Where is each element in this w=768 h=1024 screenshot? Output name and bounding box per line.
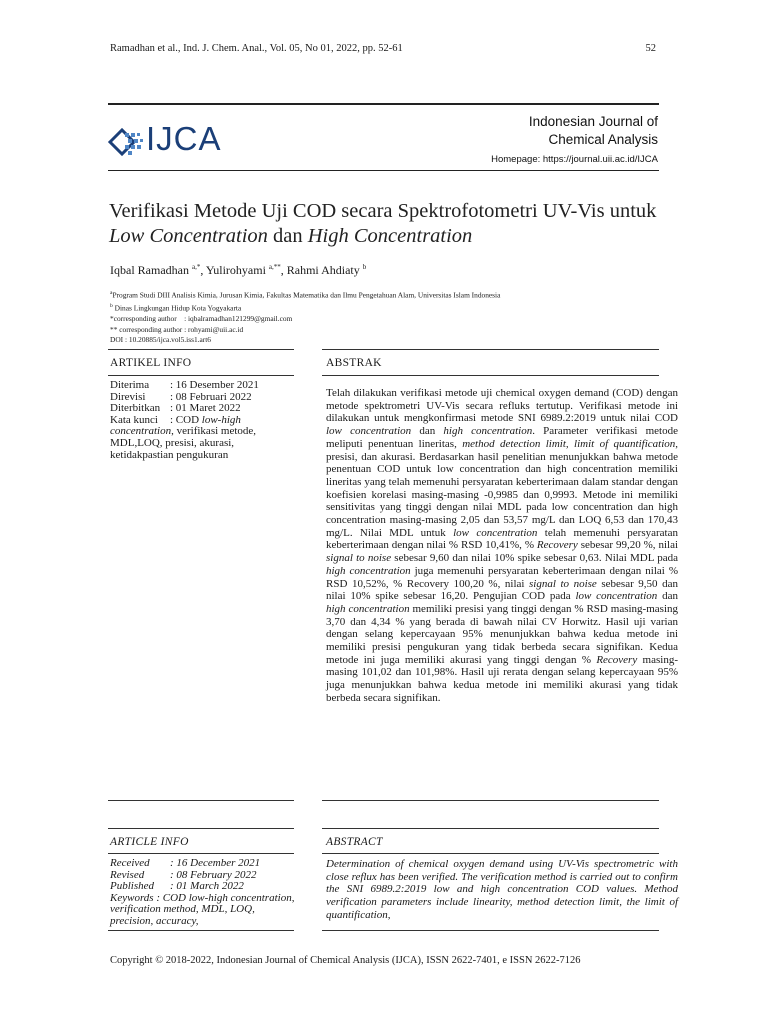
title-italic2: High Concentration	[307, 225, 473, 247]
corresponding-author: ** corresponding author : rohyami@uii.ac.id	[110, 324, 244, 334]
abstrak-segment: . Parameter verifikasi metode meliputi penentuan lineritas,	[326, 425, 678, 450]
info-row: Received : 16 December 2021	[110, 857, 261, 869]
section-rule	[322, 930, 659, 931]
journal-homepage[interactable]: Homepage: https://journal.uii.ac.id/IJCA	[491, 154, 658, 165]
journal-name-line2: Chemical Analysis	[548, 132, 658, 147]
journal-name-line1: Indonesian Journal of	[528, 114, 658, 129]
affiliation: $^a$Program Studi DIII Analisis Kimia, Jurusan Kimia, Fakultas Matematika dan Ilmu Pengetahuan Alam, Universitas Islam Indonesia	[110, 290, 501, 300]
artikel-info	[110, 380, 296, 461]
abstrak-segment: high concentration	[443, 425, 533, 438]
abstract-heading: ABSTRACT	[326, 836, 383, 848]
affiliation: $^b$ Dinas Lingkungan Hidup Kota Yogyakarta	[110, 303, 242, 313]
article-title	[109, 199, 669, 249]
section-rule	[322, 375, 659, 376]
abstrak-segment: dan	[657, 590, 678, 603]
section-rule	[108, 375, 294, 376]
abstrak-segment: Recovery	[536, 539, 578, 552]
section-rule	[108, 853, 294, 854]
journal-name	[529, 113, 658, 149]
keywords: Keywords : COD low-high concentration, verification method, MDL, LOQ, precision, accuracy,	[110, 891, 295, 927]
abstrak-segment: method detection limit, limit of quantification	[462, 437, 676, 450]
abstrak-segment: Telah dilakukan verifikasi metode uji chemical oxygen demand (COD) dengan metode spektrometri UV-Vis secara refluks tertutup. Verifikasi metode ini dilakukan untuk mengkonfirmasi metode SNI 6989.2:2019 untuk nilai COD	[326, 387, 678, 425]
header-rule	[108, 170, 659, 171]
abstrak-segment: telah memenuhi persyaratan keberterimaan dengan nilai % RSD 10,41%, %	[326, 526, 678, 552]
abstrak-segment: sebesar 9,60 dan nilai 10% spike sebesar 0,63. Nilai MDL pada	[391, 552, 678, 565]
section-rule	[108, 930, 294, 931]
author-sup: a,**	[268, 263, 281, 271]
section-rule	[108, 828, 294, 829]
abstrak-segment: low concentration	[575, 590, 658, 603]
info-row: Revised : 08 February 2022	[110, 868, 257, 881]
abstrak-segment: high concentration	[326, 564, 411, 577]
section-rule	[108, 349, 294, 350]
affiliations	[110, 288, 670, 346]
author-name: Rahmi Ahdiaty	[286, 263, 360, 277]
abstrak-segment: , presisi, dan akurasi. Berdasarkan hasil penelitian menunjukkan bahwa metode penentuan COD untuk low concentration dan high concentration memiliki lineritas yang telah memenuhi persyaratan keberterimaan dalam standar dengan koefisien korelasi masing-masing -0,9985 dan 0,9993. Metode ini memiliki sensitivitas yang tinggi dengan nilai MDL pada low concentration dan high concentration masing-masing 2,05 dan 53,57 mg/L dan LOQ 6,53 dan 170,43 mg/L. Nilai MDL untuk	[326, 437, 678, 539]
abstrak-segment: memiliki presisi yang tinggi dengan % RSD masing-masing 3,70 dan 4,34 % yang berada di bawah nilai CV Horwitz. Hasil uji varian dengan selang kepercayaan 95% menunjukkan bahwa kedua metode ini memiliki presisi pengukuran yang tidak berbeda secara signifikan. Kedua metode ini juga memiliki akurasi yang tinggi dengan %	[326, 602, 678, 666]
logo-text: IJCA	[146, 120, 222, 157]
abstrak-segment: low concentration	[453, 526, 538, 539]
article-info-heading: ARTICLE INFO	[110, 836, 189, 848]
running-head: Ramadhan et al., Ind. J. Chem. Anal., Vol. 05, No 01, 2022, pp. 52-61	[110, 43, 403, 54]
author-name: Iqbal Ramadhan	[110, 263, 189, 277]
info-row: Direvisi : 08 Februari 2022	[110, 390, 252, 403]
doi: DOI : 10.20885/ijca.vol5.iss1.art6	[110, 335, 211, 345]
section-rule	[322, 800, 659, 801]
section-rule	[322, 349, 659, 350]
artikel-info-heading: ARTIKEL INFO	[110, 357, 192, 369]
title-part2: dan	[267, 225, 308, 247]
kata-kunci: Kata kunci : COD low-high concentration, verifikasi metode, MDL,LOQ, presisi, akurasi, ketidakpastian pengukuran	[110, 413, 257, 461]
ijca-logo-icon	[108, 120, 148, 164]
abstrak-segment: juga memenuhi persyaratan keberterimaan dengan nilai % RSD 10,52%, % Recovery 100,20 %, nilai	[326, 564, 678, 590]
abstrak-segment: high concentration	[326, 602, 410, 615]
page-number: 52	[645, 43, 656, 54]
author-sup: a,*	[191, 263, 201, 271]
info-row: Diterbitkan : 01 Maret 2022	[110, 402, 241, 415]
abstrak-segment: Recovery	[596, 653, 638, 666]
info-row: Published : 01 March 2022	[110, 880, 244, 893]
journal-logo	[108, 120, 248, 164]
section-rule	[322, 853, 659, 854]
abstrak-segment: sebesar 99,20 %, nilai	[577, 539, 679, 552]
abstrak-heading: ABSTRAK	[326, 357, 382, 369]
abstrak-text	[326, 387, 678, 705]
corresponding-author: *corresponding author : iqbalramadhan121299@gmail.com	[110, 314, 293, 324]
author-name: Yulirohyami	[205, 263, 266, 277]
abstrak-segment: signal to noise	[326, 552, 392, 565]
copyright: Copyright © 2018-2022, Indonesian Journal of Chemical Analysis (IJCA), ISSN 2622-7401, e ISSN 2622-7126	[110, 955, 581, 966]
author-list: Iqbal Ramadhan $^{a,*}$, Yulirohyami $^{a,**}$, Rahmi Ahdiaty $^b$	[110, 263, 367, 277]
title-italic1: Low Concentration	[109, 225, 268, 247]
abstrak-segment: dan	[411, 425, 444, 438]
section-rule	[108, 800, 294, 801]
top-rule	[108, 103, 659, 105]
abstrak-segment: signal to noise	[529, 577, 597, 590]
info-row: Diterima : 16 Desember 2021	[110, 379, 259, 391]
abstract-text: Determination of chemical oxygen demand using UV-Vis spectrometric with close reflux has been verified. The verification method is carried out to confirm the SNI 6989.2:2019 low and high concentration COD values. Method verification parameters include linearity, method detection limit, the limit of quantification,	[326, 858, 678, 921]
abstrak-segment: sebesar 9,50 dan nilai 10% spike sebesar 16,20. Pengujian COD pada	[326, 577, 678, 603]
abstrak-segment: low concentration	[326, 425, 412, 438]
author-sup: b	[362, 263, 367, 271]
section-rule	[322, 828, 659, 829]
title-part1: Verifikasi Metode Uji COD secara Spektrofotometri UV-Vis untuk	[109, 200, 657, 222]
abstrak-segment: masing-masing 101,02 dan 101,98%. Hasil uji rerata dengan selang kepercayaan 95% juga menunjukkan bahwa kedua metode ini memiliki akurasi yang tidak berbeda secara signifikan.	[326, 653, 678, 704]
article-info	[110, 858, 296, 928]
